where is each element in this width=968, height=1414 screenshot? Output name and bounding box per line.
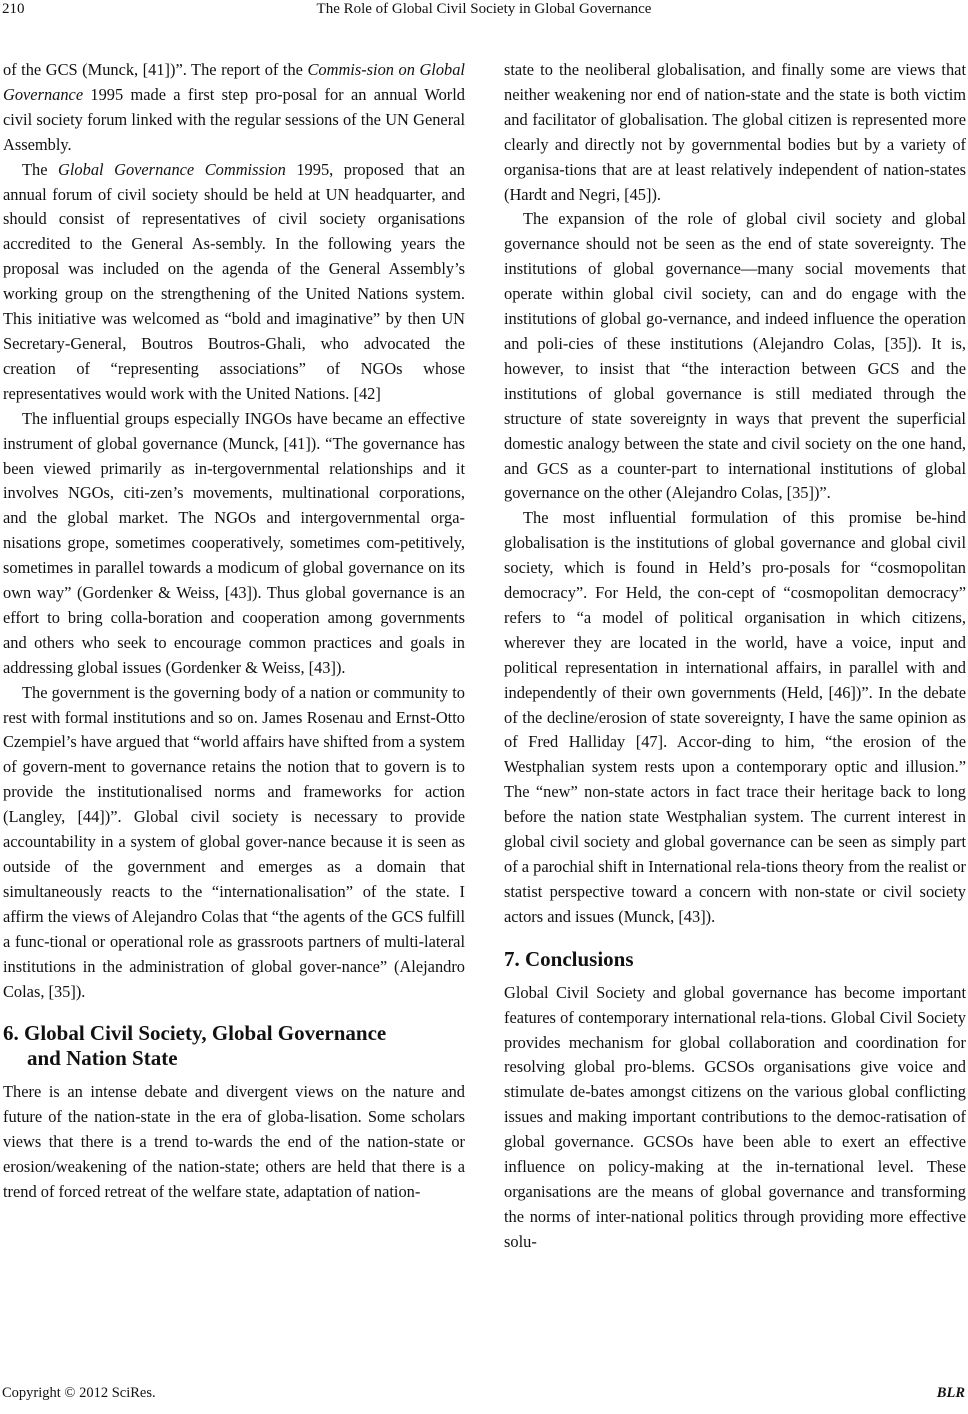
page-footer <box>0 1385 968 1409</box>
running-title: The Role of Global Civil Society in Global Governance <box>316 1 652 17</box>
left-column <box>3 58 465 1205</box>
paragraph: The expansion of the role of global civil society and global governance should not be seen as the end of state sovereignty. The institutions of global governance—many social movements that operate within global civil society, can and do engage with the institutions of global go-vernance, and indeed influence the operation and poli-cies of these institutions (Alejandro Colas, [35]). It is, however, to insist that “the interaction between GCS and the institutions of global governance is still mediated through the structure of state sovereignty in ways that prevent the superficial domestic analogy between the state and civil society on the one hand, and GCS as a counter-part to international institutions of global governance on the other (Alejandro Colas, [35])”. <box>504 209 966 503</box>
paragraph: The influential groups especially INGOs have became an effective instrument of global governance (Munck, [41]). “The governance has been viewed primarily as in-tergovernmental relationships and it involves NGOs, citi-zen’s movements, multinational corporations, and the global market. The NGOs and intergovernmental orga-nisations grope, sometimes cooperatively, sometimes com-petitively, sometimes in parallel towards a modicum of global governance on its own way” (Gordenker & Weiss, [43]). Thus global governance is an effort to bring colla-boration and cooperation among governments and others who seek to encourage common practices and goals in addressing global issues (Gordenker & Weiss, [43]). <box>3 408 465 677</box>
copyright: Copyright © 2012 SciRes. <box>2 1385 156 1401</box>
section-heading-7: 7. Conclusions <box>504 946 634 971</box>
paragraph: of the GCS (Munck, [41])”. The report of the Commis-sion on Global Governance 1995 made a first step pro-posal for an annual World civil society forum linked with the regular sessions of the UN General Assembly. <box>3 60 465 154</box>
page-header <box>0 0 968 26</box>
page-number: 210 <box>2 1 25 17</box>
italic-title: Commis-sion on Global Governance <box>3 60 465 104</box>
section-heading-6: 6. Global Civil Society, Global Governance and Nation State <box>3 1021 387 1071</box>
paragraph: There is an intense debate and divergent views on the nature and future of the nation-state in the era of globa-lisation. Some scholars views that there is a trend to-wards the end of the nation-state or erosion/weakening of the nation-state; others are held that there is a trend of forced retreat of the welfare state, adaptation of nation- <box>3 1082 465 1202</box>
paragraph: The government is the governing body of a nation or community to rest with formal institutions and so on. James Rosenau and Ernst-Otto Czempiel’s have argued that “world affairs have shifted from a system of govern-ment to governance retains the notion that to govern is to provide the institutionalised norms and frameworks for action (Langley, [44])”. Global civil society is necessary to provide accountability in a system of global gover-nance because it is seen as outside of the government and emerges as a domain that simultaneously reacts to the “internationalisation” of the state. I affirm the views of Alejandro Colas that “the agents of the GCS fulfill a func-tional or operational role as grassroots partners of multi-lateral institutions in the administration of global gover-nance” (Alejandro Colas, [35]). <box>3 682 465 1001</box>
right-column <box>504 58 966 1255</box>
paragraph: Global Civil Society and global governance has become important features of contemporary international rela-tions. Global Civil Society provides mechanism for global collaboration and coordination for resolving global pro-blems. GCSOs organisations give voice and stimulate de-bates amongst citizens on the various global conflicting issues and making important contributions to the democ-ratisation of global governance. GCSOs have been able to exert an effective influence on policy-making at the in-ternational level. These organisations are the means of global governance and transforming the norms of inter-national politics through providing more effective solu- <box>504 982 966 1251</box>
journal-abbrev: BLR <box>936 1385 965 1401</box>
italic-title: Global Governance Commission <box>58 159 286 179</box>
paragraph: The most influential formulation of this promise be-hind globalisation is the institutions of global governance and global civil society, which is found in Held’s pro-posals for “cosmopolitan democracy”. For Held, the con-cept of “cosmopolitan democracy” refers to “a model of political organisation in which citizens, wherever they are located in the world, have a voice, input and political representation in international affairs, in parallel with and independently of their own governments (Held, [46])”. In the debate of the decline/erosion of state sovereignty, I have the same opinion as of Fred Halliday [47]. Accor-ding to him, “the erosion of the Westphalian system rests upon a contemporary optic and illusion.” The “new” non-state actors in fact trace their heritage back to long before the nation state Westphalian system. The current interest in global civil society and global governance can be seen as simply part of a parochial shift in International rela-tions theory from the realist or statist perspective toward a concern with non-state or civil society actors and issues (Munck, [43]). <box>504 508 966 926</box>
paragraph: The Global Governance Commission 1995, proposed that an annual forum of civil society should be held at UN headquarter, and should consist of representatives of civil society organisations accredited to the General As-sembly. In the following years the proposal was included on the agenda of the General Assembly’s working group on the strengthening of the United Nations system. This initiative was welcomed as “bold and imaginative” by then UN Secretary-General, Boutros Boutros-Ghali, who advocated the creation of “representing associations” of NGOs whose representatives would work with the United Nations. [42] <box>3 159 465 403</box>
paragraph: state to the neoliberal globalisation, and finally some are views that neither weakening nor end of nation-state and the state is both victim and facilitator of globalisation. The global citizen is represented more clearly and directly not by governmental bodies but by a variety of organisa-tions that are at least relatively independent of nation-states (Hardt and Negri, [45]). <box>504 60 966 204</box>
